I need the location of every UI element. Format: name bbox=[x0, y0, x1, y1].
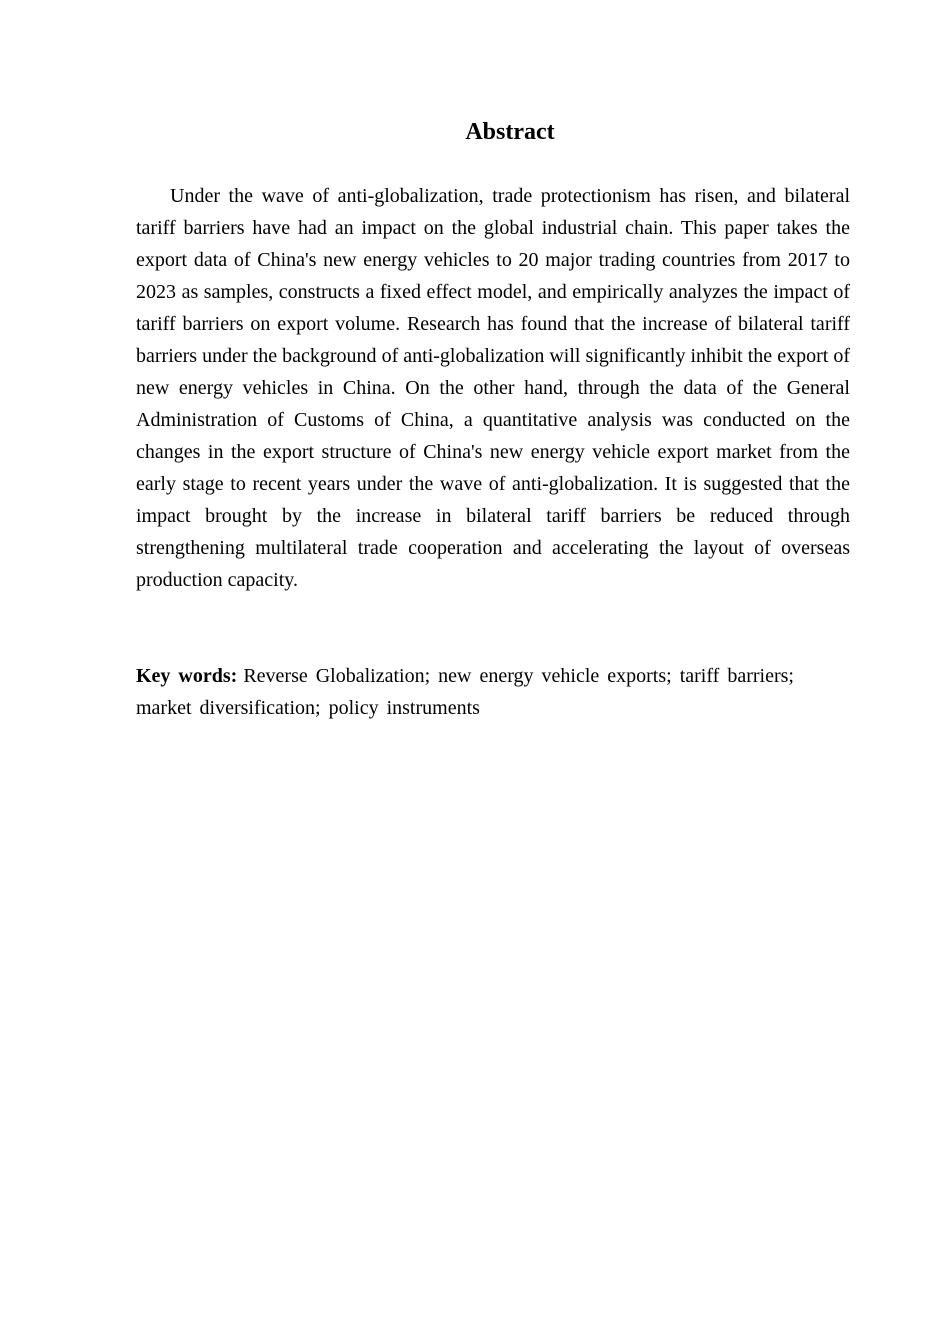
keywords-text: Reverse Globalization; new energy vehicle exports; tariff barriers; market diversification; policy instruments bbox=[136, 665, 794, 719]
keywords-label: Key words: bbox=[136, 665, 238, 687]
abstract-body: Under the wave of anti-globalization, trade protectionism has risen, and bilateral tariff barriers have had an impact on the global industrial chain. This paper takes the export data of China's new energy vehicles to 20 major trading countries from 2017 to 2023 as samples, constructs a fixed effect model, and empirically analyzes the impact of tariff barriers on export volume. Research has found that the increase of bilateral tariff barriers under the background of anti-globalization will significantly inhibit the export of new energy vehicles in China. On the other hand, through the data of the General Administration of Customs of China, a quantitative analysis was conducted on the changes in the export structure of China's new energy vehicle export market from the early stage to recent years under the wave of anti-globalization. It is suggested that the impact brought by the increase in bilateral tariff barriers be reduced through strengthening multilateral trade cooperation and accelerating the layout of overseas production capacity. bbox=[136, 185, 850, 591]
keywords-paragraph bbox=[136, 660, 806, 724]
abstract-title: Abstract bbox=[465, 119, 555, 145]
